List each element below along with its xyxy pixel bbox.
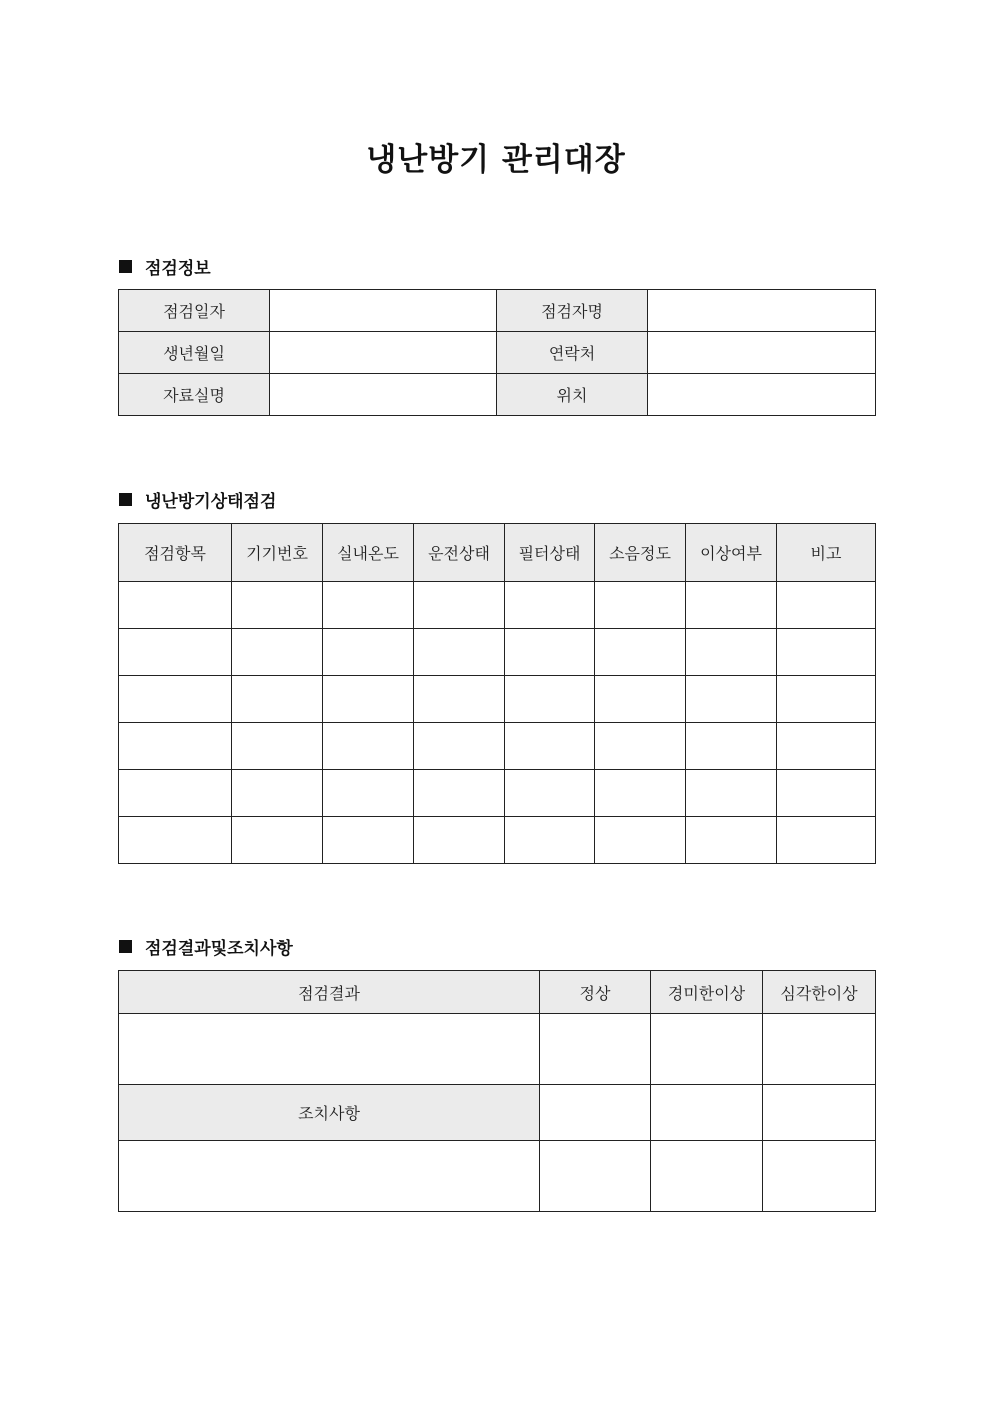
column-header: 정상 — [540, 971, 651, 1014]
table-cell[interactable] — [777, 629, 876, 676]
column-header: 경미한이상 — [651, 971, 763, 1014]
table-cell[interactable] — [414, 582, 505, 629]
column-header: 필터상태 — [505, 524, 595, 582]
table-cell[interactable] — [777, 676, 876, 723]
table-cell[interactable] — [119, 676, 232, 723]
info-label: 점검일자 — [119, 290, 270, 332]
info-inspection-date-field[interactable] — [270, 290, 497, 332]
table-cell[interactable] — [686, 723, 777, 770]
severe-issue-check-cell[interactable] — [763, 1014, 876, 1085]
table-cell[interactable] — [232, 676, 323, 723]
table-cell[interactable] — [414, 770, 505, 817]
square-bullet-icon — [119, 493, 132, 506]
table-row — [119, 723, 876, 770]
table-cell[interactable] — [763, 1085, 876, 1141]
table-cell[interactable] — [686, 817, 777, 864]
info-label: 점검자명 — [497, 290, 648, 332]
normal-check-cell[interactable] — [540, 1014, 651, 1085]
table-cell[interactable] — [686, 629, 777, 676]
table-row — [119, 290, 876, 332]
info-inspector-name-field[interactable] — [648, 290, 876, 332]
action-text-field[interactable] — [119, 1141, 540, 1212]
table-header-row — [119, 971, 876, 1014]
table-cell[interactable] — [505, 676, 595, 723]
document-title: 냉난방기 관리대장 — [366, 142, 626, 178]
result-text-field[interactable] — [119, 1014, 540, 1085]
table-cell[interactable] — [323, 770, 414, 817]
table-row — [119, 1014, 876, 1085]
info-label: 위치 — [497, 374, 648, 416]
table-cell[interactable] — [595, 723, 686, 770]
table-cell[interactable] — [323, 629, 414, 676]
table-row — [119, 676, 876, 723]
info-label: 생년월일 — [119, 332, 270, 374]
table-header-row — [119, 524, 876, 582]
table-row — [119, 1085, 876, 1141]
table-cell[interactable] — [119, 770, 232, 817]
table-cell[interactable] — [595, 770, 686, 817]
table-cell[interactable] — [232, 723, 323, 770]
square-bullet-icon — [119, 940, 132, 953]
table-cell[interactable] — [686, 770, 777, 817]
column-header: 이상여부 — [686, 524, 777, 582]
table-row — [119, 629, 876, 676]
table-row — [119, 332, 876, 374]
info-contact-field[interactable] — [648, 332, 876, 374]
section-heading-result — [119, 934, 293, 959]
table-cell[interactable] — [119, 582, 232, 629]
table-cell[interactable] — [595, 582, 686, 629]
info-table — [118, 289, 876, 416]
table-cell[interactable] — [595, 676, 686, 723]
column-header: 심각한이상 — [763, 971, 876, 1014]
info-room-name-field[interactable] — [270, 374, 497, 416]
table-cell[interactable] — [119, 629, 232, 676]
table-cell[interactable] — [505, 723, 595, 770]
section-heading-info-text: 점검정보 — [145, 259, 211, 279]
table-cell[interactable] — [777, 770, 876, 817]
column-header: 점검항목 — [119, 524, 232, 582]
table-row — [119, 770, 876, 817]
column-header: 소음정도 — [595, 524, 686, 582]
info-location-field[interactable] — [648, 374, 876, 416]
section-heading-status-text: 냉난방기상태점검 — [145, 492, 277, 512]
table-cell[interactable] — [686, 676, 777, 723]
info-label: 연락처 — [497, 332, 648, 374]
table-cell[interactable] — [414, 723, 505, 770]
status-table — [118, 523, 876, 864]
table-cell[interactable] — [777, 582, 876, 629]
table-cell[interactable] — [777, 723, 876, 770]
table-cell[interactable] — [505, 629, 595, 676]
table-cell[interactable] — [414, 676, 505, 723]
table-cell[interactable] — [119, 817, 232, 864]
table-cell[interactable] — [232, 629, 323, 676]
table-cell[interactable] — [505, 582, 595, 629]
table-cell[interactable] — [505, 817, 595, 864]
column-header: 기기번호 — [232, 524, 323, 582]
table-row — [119, 817, 876, 864]
section-heading-result-text: 점검결과및조치사항 — [145, 939, 293, 959]
result-table — [118, 970, 876, 1212]
table-cell[interactable] — [323, 723, 414, 770]
action-label: 조치사항 — [119, 1085, 540, 1141]
table-cell[interactable] — [686, 582, 777, 629]
column-header: 운전상태 — [414, 524, 505, 582]
result-label: 점검결과 — [119, 971, 540, 1014]
table-cell[interactable] — [651, 1085, 763, 1141]
info-birthdate-field[interactable] — [270, 332, 497, 374]
section-heading-status — [119, 487, 276, 512]
table-cell[interactable] — [323, 817, 414, 864]
column-header: 비고 — [777, 524, 876, 582]
table-cell[interactable] — [540, 1085, 651, 1141]
table-cell[interactable] — [595, 629, 686, 676]
table-cell[interactable] — [232, 582, 323, 629]
table-row — [119, 1141, 876, 1212]
section-heading-info — [119, 254, 211, 279]
table-cell[interactable] — [777, 817, 876, 864]
table-cell[interactable] — [651, 1141, 763, 1212]
table-cell[interactable] — [414, 817, 505, 864]
column-header: 실내온도 — [323, 524, 414, 582]
table-row — [119, 582, 876, 629]
table-row — [119, 374, 876, 416]
table-cell[interactable] — [595, 817, 686, 864]
table-cell[interactable] — [505, 770, 595, 817]
table-cell[interactable] — [119, 723, 232, 770]
table-cell[interactable] — [763, 1141, 876, 1212]
table-cell[interactable] — [232, 770, 323, 817]
table-cell[interactable] — [323, 582, 414, 629]
square-bullet-icon — [119, 260, 132, 273]
minor-issue-check-cell[interactable] — [651, 1014, 763, 1085]
info-label: 자료실명 — [119, 374, 270, 416]
table-cell[interactable] — [540, 1141, 651, 1212]
table-cell[interactable] — [232, 817, 323, 864]
table-cell[interactable] — [323, 676, 414, 723]
table-cell[interactable] — [414, 629, 505, 676]
